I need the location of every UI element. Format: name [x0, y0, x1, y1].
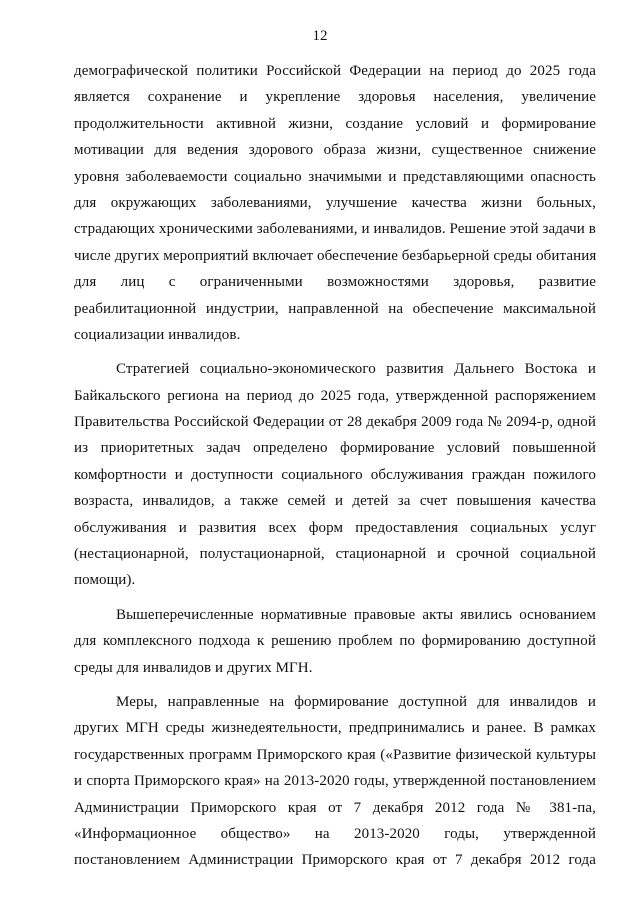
text-line: государственных программ Приморского края («Развитие физической культуры: [74, 746, 596, 763]
text-line: других МГН среды жизнедеятельности, предпринимались и ранее. В рамках: [74, 720, 596, 737]
text-line: страдающих хроническими заболеваниями, и инвалидов. Решение этой задачи в: [74, 221, 596, 238]
text-line: постановлением Администрации Приморского края от 7 декабря 2012 года: [74, 852, 596, 869]
text-line: Правительства Российской Федерации от 28 декабря 2009 года № 2094-р, одной: [74, 414, 596, 431]
text-line: обслуживания и развития всех форм предоставления социальных услуг: [74, 519, 596, 536]
text-line: из приоритетных задач определено формирование условий повышенной: [74, 440, 596, 457]
text-line: возраста, инвалидов, а также семей и детей за счет повышения качества: [74, 493, 596, 510]
text-line: Стратегией социально-экономического развития Дальнего Востока и: [116, 361, 596, 378]
text-line: уровня заболеваемости социально значимыми и представляющими опасность: [74, 168, 596, 185]
text-line: для окружающих заболеваниями, улучшение качества жизни больных,: [74, 194, 596, 211]
text-line: является сохранение и укрепление здоровья населения, увеличение: [74, 89, 596, 106]
text-line: продолжительности активной жизни, создание условий и формирование: [74, 115, 596, 132]
paragraph-4: [74, 689, 596, 874]
text-line: и спорта Приморского края» на 2013-2020 годы, утвержденной постановлением: [74, 773, 596, 790]
text-line: Меры, направленные на формирование доступной для инвалидов и: [116, 693, 596, 710]
text-line: демографической политики Российской Федерации на период до 2025 года: [74, 63, 596, 79]
text-line: мотивации для ведения здорового образа жизни, существенное снижение: [74, 142, 596, 159]
paragraph-1: [74, 58, 596, 348]
text-line: среды для инвалидов и других МГН.: [74, 659, 313, 676]
paragraph-2: [74, 356, 596, 594]
text-line: Вышеперечисленные нормативные правовые акты явились основанием: [116, 606, 596, 623]
text-line: реабилитационной индустрии, направленной на обеспечение максимальной: [74, 300, 596, 317]
text-line: для комплексного подхода к решению проблем по формированию доступной: [74, 633, 596, 650]
text-line: комфортности и доступности социального обслуживания граждан пожилого: [74, 466, 596, 483]
body-text: [74, 58, 596, 874]
text-line: «Информационное общество» на 2013-2020 годы, утвержденной: [74, 825, 596, 842]
text-line: Администрации Приморского края от 7 декабря 2012 года № 381-па,: [74, 799, 596, 816]
text-line: Байкальского региона на период до 2025 года, утвержденной распоряжением: [74, 387, 596, 404]
paragraph-3: [74, 602, 596, 681]
text-line: (нестационарной, полустационарной, стационарной и срочной социальной: [74, 546, 596, 563]
text-line: социализации инвалидов.: [74, 326, 241, 343]
text-line: числе других мероприятий включает обеспечение безбарьерной среды обитания: [74, 247, 597, 264]
page-number: 12: [312, 28, 328, 44]
text-line: помощи).: [74, 572, 136, 589]
text-line: для лиц с ограниченными возможностями здоровья, развитие: [74, 274, 596, 291]
